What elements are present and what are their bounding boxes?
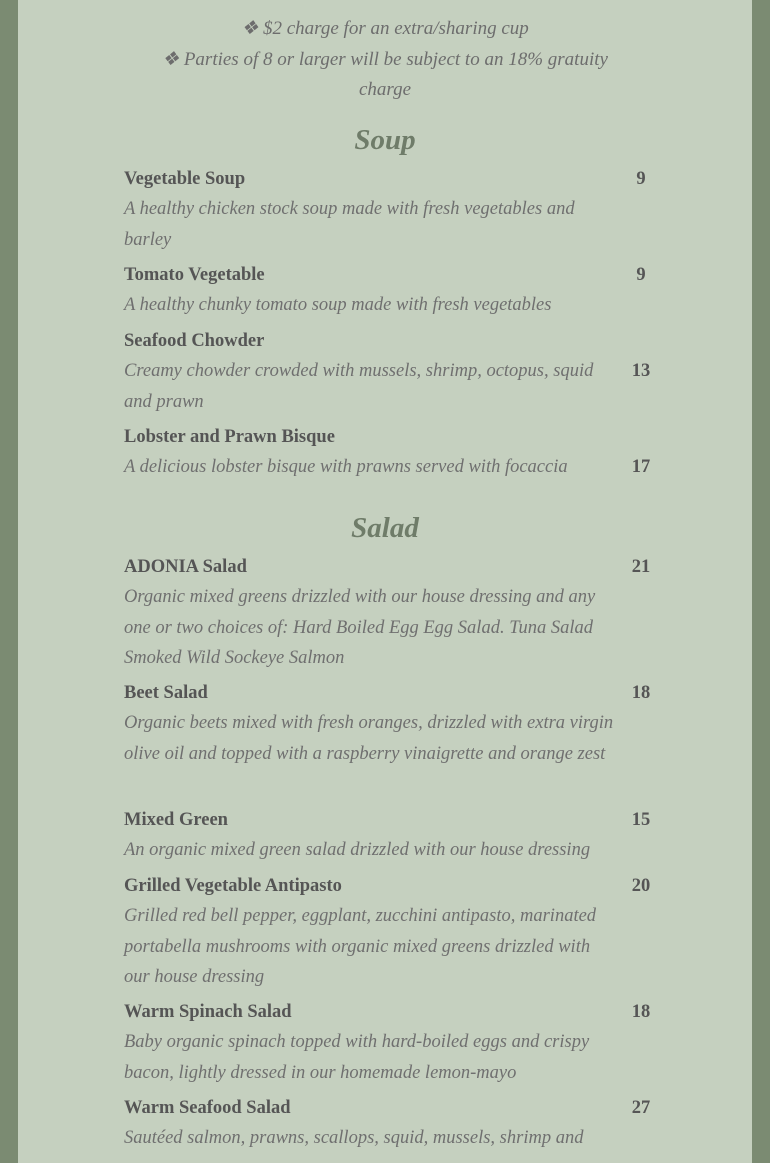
item-name: Lobster and Prawn Bisque [124,427,335,447]
menu-item [124,805,664,866]
item-name: Beet Salad [124,683,208,703]
note-sharing-cup: ❖ $2 charge for an extra/sharing cup [241,18,529,39]
section-title-soup: Soup [354,124,416,156]
menu-notes [18,14,752,106]
item-price: 15 [631,810,651,830]
menu-panel [18,0,752,1163]
item-name: Tomato Vegetable [124,265,265,285]
menu-item [124,871,664,993]
menu-item [124,164,664,255]
item-description: Sautéed salmon, prawns, scallops, squid, mussels, shrimp and [124,1128,584,1148]
item-name: ADONIA Salad [124,557,247,577]
menu-item [124,997,664,1088]
item-name: Mixed Green [124,810,228,830]
menu-item [124,326,664,417]
menu-item [124,678,664,769]
item-price: 18 [631,1002,651,1022]
menu-item [124,422,664,483]
item-description: Grilled red bell pepper, eggplant, zucchini antipasto, marinated portabella mushrooms with organic mixed greens drizzled with our house dressing [124,906,597,987]
item-name: Vegetable Soup [124,169,246,189]
item-name: Warm Spinach Salad [124,1002,292,1022]
item-price: 27 [631,1098,651,1118]
section-title-salad: Salad [351,512,419,544]
item-description: A healthy chunky tomato soup made with fresh vegetables [124,295,552,315]
item-description: Organic mixed greens drizzled with our house dressing and any one or two choices of: Hard Boiled Egg Egg Salad. Tuna Salad Smoked Wild Sockeye Salmon [124,587,596,668]
item-name: Warm Seafood Salad [124,1098,291,1118]
item-name: Grilled Vegetable Antipasto [124,876,342,896]
item-price: 21 [631,557,651,577]
item-price: 20 [631,876,651,896]
item-description: Creamy chowder crowded with mussels, shrimp, octopus, squid and prawn [124,361,594,412]
item-price: 13 [631,361,651,381]
item-price: 9 [636,265,646,285]
item-description: A delicious lobster bisque with prawns served with focaccia [124,457,568,477]
note-gratuity: ❖ Parties of 8 or larger will be subject to an 18% gratuity charge [162,48,608,100]
menu-item [124,552,664,674]
menu-item [124,260,664,321]
menu-item [124,1093,664,1154]
item-price: 18 [631,683,651,703]
item-description: Baby organic spinach topped with hard-boiled eggs and crispy bacon, lightly dressed in our homemade lemon-mayo [124,1032,590,1083]
item-description: A healthy chicken stock soup made with fresh vegetables and barley [124,199,575,250]
item-price: 9 [636,169,646,189]
item-name: Seafood Chowder [124,331,265,351]
item-description: An organic mixed green salad drizzled with our house dressing [124,840,591,860]
item-description: Organic beets mixed with fresh oranges, drizzled with extra virgin olive oil and topped with a raspberry vinaigrette and orange zest [124,713,614,764]
item-price: 17 [631,457,651,477]
